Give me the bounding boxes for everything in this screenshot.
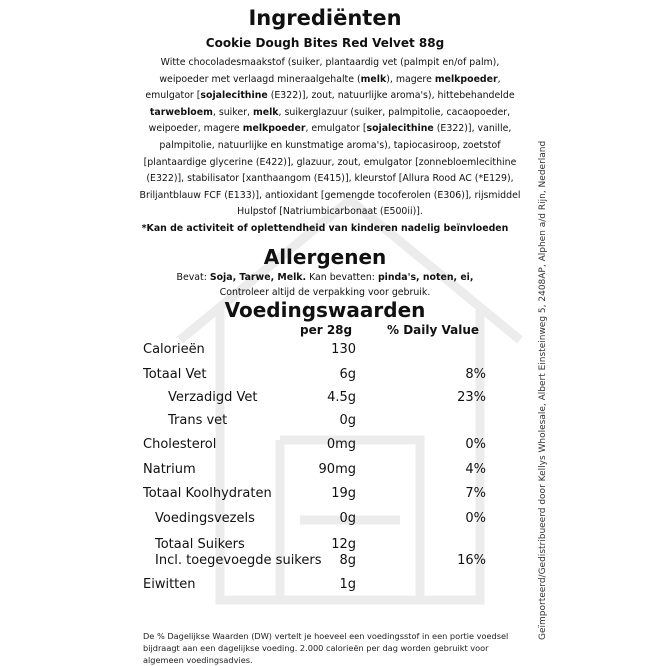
nutrient-amount: 90mg: [318, 462, 356, 477]
page-title: Ingrediënten: [248, 6, 402, 30]
nutrient-label: Totaal Koolhydraten: [143, 486, 272, 501]
nutrition-row: [0, 553, 650, 573]
nutrient-daily-value: 8%: [465, 367, 486, 382]
importer-text: Geïmporteerd/Gedistribueerd door Kellys Wholesale, Albert Einsteinweg 5, 2408AP, Alphen a/d Rijn, Nederland: [538, 140, 548, 640]
nutrient-daily-value: 0%: [465, 437, 486, 452]
nutrition-row: [0, 342, 650, 362]
nutrient-amount: 130: [331, 342, 356, 357]
nutrient-label: Voedingsvezels: [155, 511, 255, 526]
nutrition-row: [0, 462, 650, 482]
allergens-contains: [0, 272, 650, 283]
allergens-title: Allergenen: [263, 245, 387, 269]
nutrient-amount: 0mg: [326, 437, 356, 452]
nutrient-label: Calorieën: [143, 342, 205, 357]
nutrient-daily-value: 23%: [457, 390, 486, 405]
product-name: Cookie Dough Bites Red Velvet 88g: [205, 36, 445, 50]
allergens-note: Controleer altijd de verpakking voor gebruik.: [219, 287, 431, 298]
nutrient-daily-value: 4%: [465, 462, 486, 477]
nutrient-label: Trans vet: [168, 413, 228, 428]
nutrient-label: Totaal Suikers: [155, 537, 245, 552]
nutrition-title: Voedingswaarden: [224, 298, 426, 322]
nutrition-row: [0, 511, 650, 531]
nutrition-row: [0, 437, 650, 457]
may-contain-value: pinda's, noten, ei,: [377, 272, 474, 283]
nutrient-amount: 8g: [339, 553, 356, 568]
may-contain-label: Kan bevatten:: [309, 272, 375, 283]
contains-label: Bevat:: [176, 272, 207, 283]
footnote: De % Dagelijkse Waarden (DW) vertelt je hoeveel een voedingsstof in een portie voedsel bijdraagt aan een dagelijkse voeding. 2.000 calorieën per dag worden gebruikt voor algemeen voedingsadvies.: [143, 631, 509, 665]
nutrient-daily-value: 7%: [465, 486, 486, 501]
nutrient-amount: 0g: [339, 511, 356, 526]
nutrition-row: [0, 577, 650, 597]
nutrient-daily-value: 16%: [457, 553, 486, 568]
warning-text: *Kan de activiteit of oplettendheid van kinderen nadelig beïnvloeden: [141, 223, 509, 234]
ingredients-text: Witte chocoladesmaakstof (suiker, plantaardig vet (palmpit en/of palm), weipoeder met verlaagd mineraalgehalte (melk), magere melkpoeder, emulgator [sojalecithine (E322)], zout, natuurlijke aroma's), hittebehandelde tarwebloem, suiker, melk, suikerglazuur (suiker, palmpitolie, cacaopoeder, weipoeder, magere melkpoeder, emulgator [sojalecithine (E322)], vanille, palmpitolie, natuurlijke en kunstmatige aroma's), tapiocasiroop, zoetstof [plantaardige glycerine (E422)], glazuur, zout, emulgator [zonnebloemlecithine (E322)], stabilisator [xanthaangom (E415)], kleurstof [Allura Rood AC (*E129), Briljantblauw FCF (E133)], antioxidant [gemengde tocoferolen (E306)], rijsmiddel Hulpstof [Natriumbicarbonaat (E500ii)].: [139, 57, 521, 218]
nutrient-label: Totaal Vet: [143, 367, 207, 382]
nutrition-row: [0, 486, 650, 506]
nutrition-row: [0, 367, 650, 387]
nutrient-label: Eiwitten: [143, 577, 196, 592]
daily-value-header: % Daily Value: [387, 323, 480, 337]
contains-value: Soja, Tarwe, Melk.: [209, 272, 307, 283]
nutrient-amount: 1g: [339, 577, 356, 592]
nutrient-label: Incl. toegevoegde suikers: [155, 553, 322, 568]
nutrition-row: [0, 390, 650, 410]
nutrient-amount: 6g: [339, 367, 356, 382]
side-text-container: [524, 80, 548, 640]
nutrient-amount: 4.5g: [327, 390, 356, 405]
nutrient-amount: 19g: [331, 486, 356, 501]
nutrient-daily-value: 0%: [465, 511, 486, 526]
nutrient-label: Verzadigd Vet: [168, 390, 258, 405]
nutrient-amount: 12g: [331, 537, 356, 552]
serving-header: per 28g: [300, 323, 353, 337]
nutrient-amount: 0g: [339, 413, 356, 428]
nutrient-label: Natrium: [143, 462, 196, 477]
nutrient-label: Cholesterol: [143, 437, 217, 452]
nutrition-row: [0, 413, 650, 433]
